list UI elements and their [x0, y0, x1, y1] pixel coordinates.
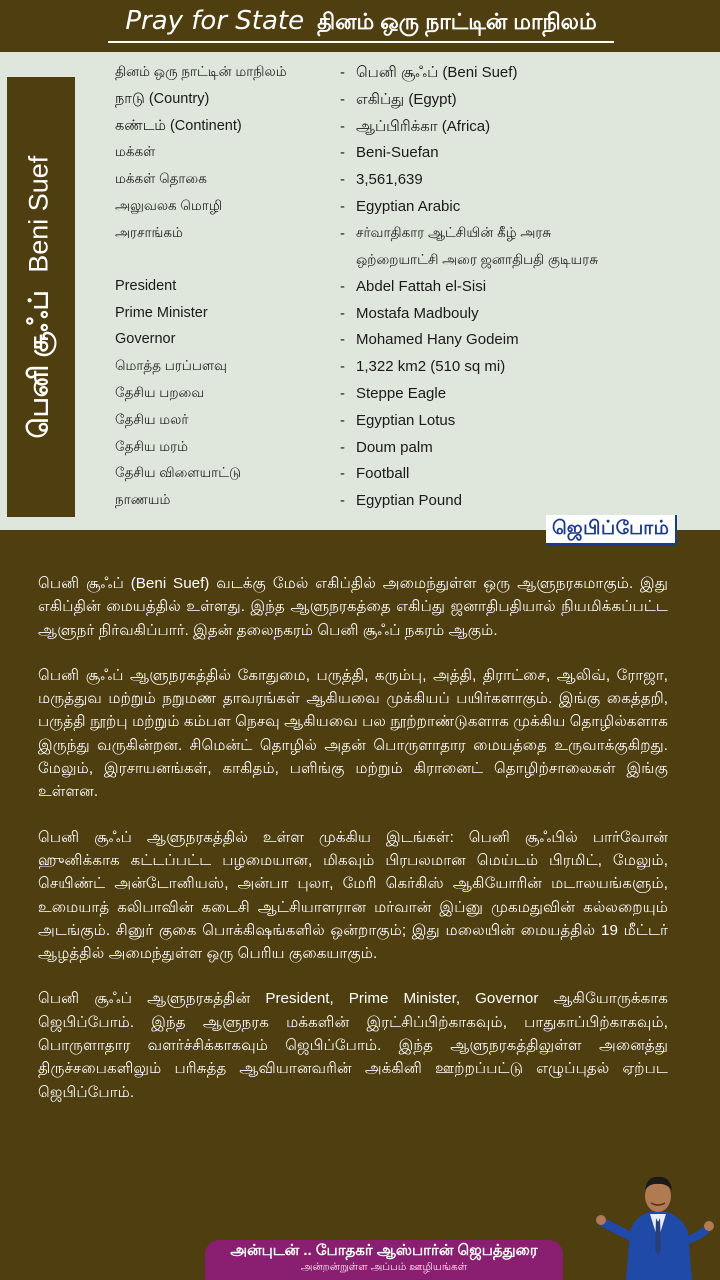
info-row-national-sport — [115, 465, 695, 492]
info-value: எகிப்து (Egypt) — [356, 90, 457, 108]
info-value: Mostafa Madbouly — [356, 304, 479, 322]
info-label: கண்டம் (Continent) — [115, 117, 242, 134]
info-value: ஆப்பிரிக்கா (Africa) — [356, 117, 491, 135]
info-row-prime-minister — [115, 305, 695, 332]
side-label-text — [24, 156, 59, 439]
info-dash: - — [340, 492, 345, 510]
paragraph-places: பெனி சூஃப் ஆளுநரகத்தில் உள்ள முக்கிய இடங்கள்: பெனி சூஃபில் பார்வோன் ஹுனிக்காக கட்டப்பட்ட பழமையான, மிகவும் பிரபலமான மெய்டம் பிரமிட், மேலும், செயிண்ட் அன்டோனியஸ், அன்பா புலா, மேரி கெர்கிஸ் ஆகியோரின் மடாலயங்களும், உமையாத் கலிபாவின் கடைசி ஆட்சியாளரான மர்வான் இப்னு முகமதுவின் கல்லறையும் அடங்கும். சினுர் குகை பொக்கிஷங்களில் ஒன்றாகும்; இது மலையின் மையத்தில் 19 மீட்டர் ஆழத்தில் அமைந்துள்ள ஒரு பெரிய குகையாகும். — [38, 828, 668, 963]
info-label: தினம் ஒரு நாட்டின் மாநிலம் — [115, 64, 287, 79]
info-label: தேசிய விளையாட்டு — [115, 465, 242, 481]
info-dash: - — [340, 90, 345, 108]
title-english: Pray for State — [125, 6, 305, 36]
info-row-area — [115, 358, 695, 385]
pray-badge: ஜெபிப்போம் — [546, 515, 677, 546]
info-row-government — [115, 225, 695, 278]
info-row-language — [115, 198, 695, 225]
info-value: Beni-Suefan — [356, 144, 439, 162]
info-row-governor — [115, 331, 695, 358]
info-dash: - — [340, 411, 345, 429]
side-label-tamil: பெனி சூஃப் — [23, 290, 54, 439]
paragraph-prayer: பெனி சூஃப் ஆளுநரகத்தின் President, Prime Minister, Governor ஆகியோருக்காக ஜெபிப்போம். இந்த ஆளுநரக மக்களின் இரட்சிப்பிற்காகவும், பாதுகாப்பிற்காகவும், பொருளாதார வளர்ச்சிக்காகவும் ஜெபிப்போம். இந்த ஆளுநரகத்திலுள்ள அனைத்து திருச்சபைகளிலும் பரிசுத்த ஆவியானவரின் அக்கினி ஊற்றப்பட்டு எழுப்புதல் ஏற்பட ஜெபிப்போம். — [38, 990, 668, 1101]
info-label: அலுவலக மொழி — [115, 197, 223, 213]
info-dash: - — [340, 144, 345, 162]
info-label: Prime Minister — [115, 304, 208, 321]
info-value: சர்வாதிகார ஆட்சியின் கீழ் அரசு — [356, 224, 552, 240]
info-value: Mohamed Hany Godeim — [356, 331, 519, 349]
info-row-national-bird — [115, 385, 695, 412]
info-dash: - — [340, 171, 345, 189]
article-body — [38, 572, 668, 1126]
info-row-people — [115, 144, 695, 171]
info-label: தேசிய மலர் — [115, 411, 189, 427]
info-value: Football — [356, 465, 410, 483]
info-dash: - — [340, 438, 345, 456]
info-value: Egyptian Lotus — [356, 411, 456, 429]
info-label: President — [115, 277, 177, 294]
info-label: தேசிய மரம் — [115, 438, 188, 454]
footer-credit — [205, 1240, 563, 1280]
info-row-country — [115, 91, 695, 118]
info-value: 1,322 km2 (510 sq mi) — [356, 358, 506, 376]
info-value: பெனி சூஃப் (Beni Suef) — [356, 64, 518, 81]
info-dash: - — [340, 304, 345, 322]
info-row-population — [115, 171, 695, 198]
info-panel — [0, 52, 720, 530]
info-dash: - — [340, 224, 345, 242]
info-dash: - — [340, 358, 345, 376]
info-label: மக்கள் தொகை — [115, 171, 207, 187]
info-row-state — [115, 64, 695, 91]
pastor-portrait-image — [596, 1170, 720, 1280]
info-label: நாணயம் — [115, 492, 171, 508]
info-row-continent — [115, 118, 695, 145]
info-dash: - — [340, 277, 345, 295]
page-title — [108, 6, 614, 43]
paragraph-economy: பெனி சூஃப் ஆளுநரகத்தில் கோதுமை, பருத்தி, கரும்பு, அத்தி, திராட்சை, ஆலிவ், ரோஜா, மருத்துவ மற்றும் நறுமண தாவரங்கள் ஆகியவை முக்கியப் பயிர்களாகும். இங்கு கைத்தறி, பருத்தி நூற்பு மற்றும் கம்பள நெசவு ஆகியவை பல நூற்றாண்டுகளாக முக்கிய தொழில்களாக இருந்து வருகின்றன. சிமென்ட் தொழில் அதன் பொருளாதார மையத்தை உருவாக்குகிறது. மேலும், இரசாயனங்கள், காகிதம், பளிங்கு மற்றும் கிரானைட் தொழிற்சாலைகள் இங்கு உள்ளன. — [38, 666, 668, 801]
info-dash: - — [340, 64, 345, 81]
info-value: Abdel Fattah el-Sisi — [356, 277, 487, 295]
info-label: மக்கள் — [115, 144, 156, 160]
side-label-box — [7, 77, 75, 517]
info-value: Egyptian Pound — [356, 492, 462, 510]
info-label: Governor — [115, 331, 176, 348]
footer-author: அன்புடன் .. போதகர் ஆஸ்பார்ன் ஜெபத்துரை — [230, 1242, 538, 1259]
info-value: 3,561,639 — [356, 171, 423, 189]
header-bar — [0, 0, 720, 52]
info-dash: - — [340, 465, 345, 483]
info-value: Egyptian Arabic — [356, 197, 461, 215]
info-row-national-flower — [115, 412, 695, 439]
info-label: மொத்த பரப்பளவு — [115, 358, 227, 374]
info-label: அரசாங்கம் — [115, 224, 183, 240]
paragraph-intro: பெனி சூஃப் (Beni Suef) வடக்கு மேல் எகிப்தில் அமைந்துள்ள ஒரு ஆளுநரகமாகும். இது எகிப்தின் மையத்தில் உள்ளது. இந்த ஆளுநரகத்தை எகிப்து ஜனாதிபதியால் நியமிக்கப்பட்ட ஆளுநர் நிர்வகிப்பார். இதன் தலைநகரம் பெனி சூஃப் நகரம் ஆகும். — [38, 575, 668, 639]
info-table — [115, 64, 695, 519]
info-value-line2: ஒற்றையாட்சி அரை ஜனாதிபதி குடியரசு — [356, 251, 599, 267]
info-dash: - — [340, 117, 345, 135]
info-dash: - — [340, 384, 345, 402]
info-dash: - — [340, 331, 345, 349]
info-row-national-tree — [115, 439, 695, 466]
info-value: Steppe Eagle — [356, 384, 447, 402]
title-tamil: தினம் ஒரு நாட்டின் மாநிலம் — [317, 9, 597, 34]
footer-ministry: அன்றன்றுள்ள அப்பம் ஊழியங்கள் — [300, 1261, 468, 1273]
info-value: Doum palm — [356, 438, 433, 456]
info-dash: - — [340, 197, 345, 215]
info-row-president — [115, 278, 695, 305]
side-label-english: Beni Suef — [23, 155, 54, 273]
info-label: தேசிய பறவை — [115, 384, 205, 400]
info-label: நாடு (Country) — [115, 90, 210, 107]
